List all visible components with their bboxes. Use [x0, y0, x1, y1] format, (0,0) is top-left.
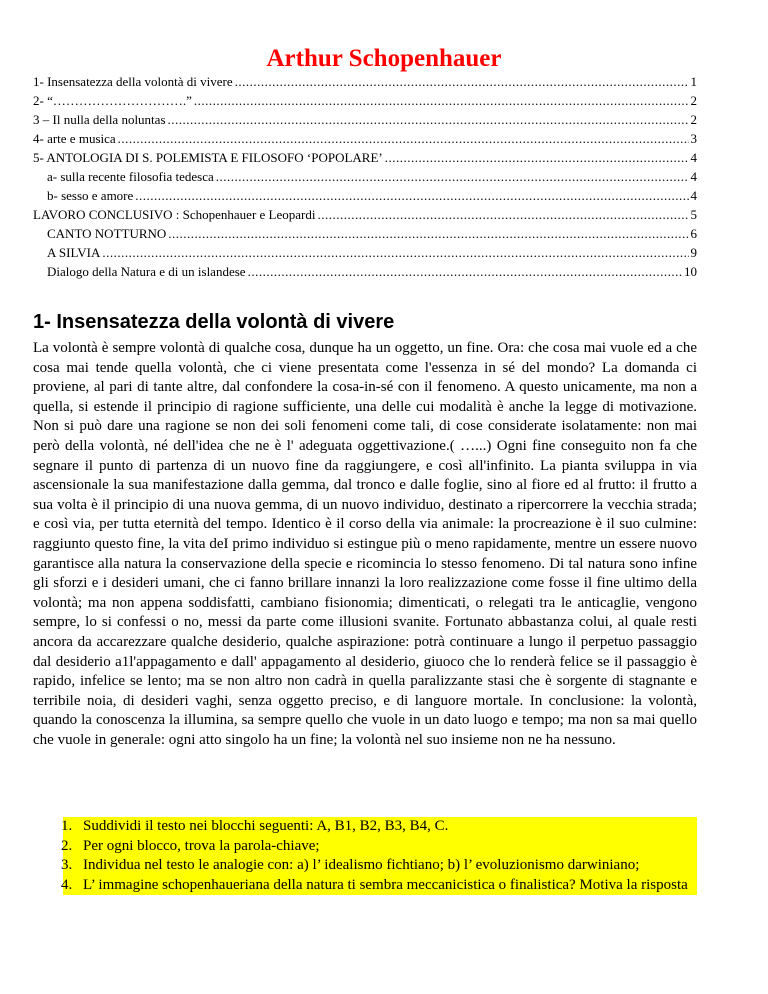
toc-entry[interactable]: [33, 129, 697, 148]
toc-leader-dots: [216, 167, 689, 186]
toc-entry[interactable]: [33, 205, 697, 224]
exercise-number: 2.: [61, 837, 73, 854]
toc-page-number: 6: [690, 226, 697, 241]
toc-page-number: 5: [690, 207, 697, 222]
exercise-list: [63, 817, 697, 895]
exercise-text: Individua nel testo le analogie con: a) l’ idealismo fichtiano; b) l’ evoluzionismo darwiniano;: [83, 857, 640, 874]
toc-entry[interactable]: [33, 148, 697, 167]
toc-page-number: 4: [690, 169, 697, 184]
toc-page-number: 2: [690, 112, 697, 127]
toc-leader-dots: [194, 91, 689, 110]
toc-leader-dots: [235, 72, 689, 91]
toc-entry[interactable]: [33, 110, 697, 129]
toc-subentry[interactable]: [33, 167, 697, 186]
toc-entry-label: 4- arte e musica: [33, 131, 116, 146]
exercise-number: 3.: [61, 857, 73, 874]
toc-entry[interactable]: [33, 72, 697, 91]
toc-leader-dots: [135, 186, 688, 205]
toc-leader-dots: [168, 224, 688, 243]
exercise-item: [63, 837, 697, 857]
exercise-number: 1.: [61, 818, 73, 834]
toc-page-number: 4: [690, 188, 697, 203]
toc-leader-dots: [385, 148, 689, 167]
toc-page-number: 3: [690, 131, 697, 146]
toc-leader-dots: [317, 205, 688, 224]
section-heading: 1- Insensatezza della volontà di vivere: [33, 311, 395, 333]
toc-entry-label: 3 – Il nulla della noluntas: [33, 112, 166, 127]
exercise-text: Suddividi il testo nei blocchi seguenti: A, B1, B2, B3, B4, C.: [83, 818, 449, 834]
document-title: Arthur Schopenhauer: [266, 45, 502, 72]
toc-entry-label: A SILVIA: [47, 245, 101, 260]
toc-page-number: 9: [690, 245, 697, 260]
exercise-number: 4.: [61, 876, 73, 893]
exercise-item: [63, 856, 697, 876]
toc-subentry[interactable]: [33, 243, 697, 262]
toc-subentry[interactable]: [33, 186, 697, 205]
toc-entry-label: 1- Insensatezza della volontà di vivere: [33, 74, 233, 89]
toc-leader-dots: [102, 243, 688, 262]
toc-page-number: 4: [690, 150, 697, 165]
toc-entry-label: CANTO NOTTURNO: [47, 226, 167, 241]
toc-entry-label: b- sesso e amore: [47, 188, 134, 203]
toc-leader-dots: [248, 262, 682, 281]
table-of-contents: [33, 72, 697, 281]
toc-entry-label: LAVORO CONCLUSIVO : Schopenhauer e Leopardi: [33, 207, 316, 222]
exercise-item: [63, 876, 697, 896]
toc-entry-label: 5- ANTOLOGIA DI S. POLEMISTA E FILOSOFO ‘POPOLARE’: [33, 150, 383, 165]
toc-subentry[interactable]: [33, 262, 697, 281]
toc-page-number: 2: [690, 93, 697, 108]
toc-entry[interactable]: [33, 91, 697, 110]
body-paragraph: La volontà è sempre volontà di qualche cosa, dunque ha un oggetto, un fine. Ora: che cosa mai vuole ed a che cosa mai tende quella volontà, che ci viene presentata come l'essenza in sé del mondo? La domanda ci proviene, al pari di tante altre, dal confondere la cosa-in-sé con il fenomeno. A questo unicamente, ma non a quella, si estende il principio di ragione sufficiente, una delle cui modalità è anche la legge di motivazione. Non si può dare una ragione se non dei soli fenomeni come tali, di cose considerate isolatamente: non mai però della volontà, né dell'idea che ne è l' adeguata oggettivazione.( …...) Ogni fine conseguito non fa che segnare il punto di partenza di un nuovo fine da raggiungere, e così all'infinito. La pianta sviluppa in via ascensionale la sua manifestazione dalla gemma, dal tronco e dalle foglie, sino al fiore ed al frutto: il frutto a sua volta è il principio di una nuova gemma, di un nuovo individuo, destinato a ripercorrere la vecchia strada; e così via, per tutta eternità del tempo. Identico è il corso della via animale: la procreazione è il suo culmine: raggiunto questo fine, la vita deI primo individuo si estingue più o meno rapidamente, mentre un essere nuovo garantisce alla natura la conservazione della specie e ricomincia lo stesso fenomeno. Di tal natura sono infine gli sforzi e i desideri umani, che ci fanno brillare innanzi la loro realizzazione come fosse il fine ultimo della volontà; ma non appena soddisfatti, cambiano fisionomia; dimenticati, o relegati tra le anticaglie, vengono sempre, lo si confessi o no, messi da parte come illusioni svanite. Fortunato abbastanza colui, al quale resti ancora da accarezzare qualche desiderio, qualche aspirazione: potrà continuare a lungo il perpetuo passaggio dal desiderio a1l'appagamento e dall' appagamento al desiderio, giuoco che lo renderà felice se il passaggio è rapido, infelice se lento; ma se non altro non cadrà in quella paralizzante stasi che è sorgente di stagnante e terribile noia, di desideri vaghi, senza oggetto preciso, e di languore mortale. In conclusione: la volontà, quando la conoscenza la illumina, sa sempre quello che vuole in un dato luogo e tempo; ma non sa mai quello che vuole in generale: ogni atto singolo ha un fine; la volontà nel suo insieme non ne ha nessuno.: [33, 340, 697, 748]
toc-entry-label: Dialogo della Natura e di un islandese: [47, 264, 246, 279]
toc-leader-dots: [118, 129, 689, 148]
exercise-text: L’ immagine schopenhaueriana della natura ti sembra meccanicistica o finalistica? Motiva la risposta: [83, 876, 688, 893]
toc-entry-label: 2- “………………………….”: [33, 93, 192, 108]
exercise-text: Per ogni blocco, trova la parola-chiave;: [83, 837, 320, 854]
exercise-item: [63, 817, 697, 837]
toc-subentry[interactable]: [33, 224, 697, 243]
toc-page-number: 1: [690, 74, 697, 89]
toc-page-number: 10: [684, 264, 697, 279]
toc-entry-label: a- sulla recente filosofia tedesca: [47, 169, 214, 184]
toc-leader-dots: [168, 110, 689, 129]
